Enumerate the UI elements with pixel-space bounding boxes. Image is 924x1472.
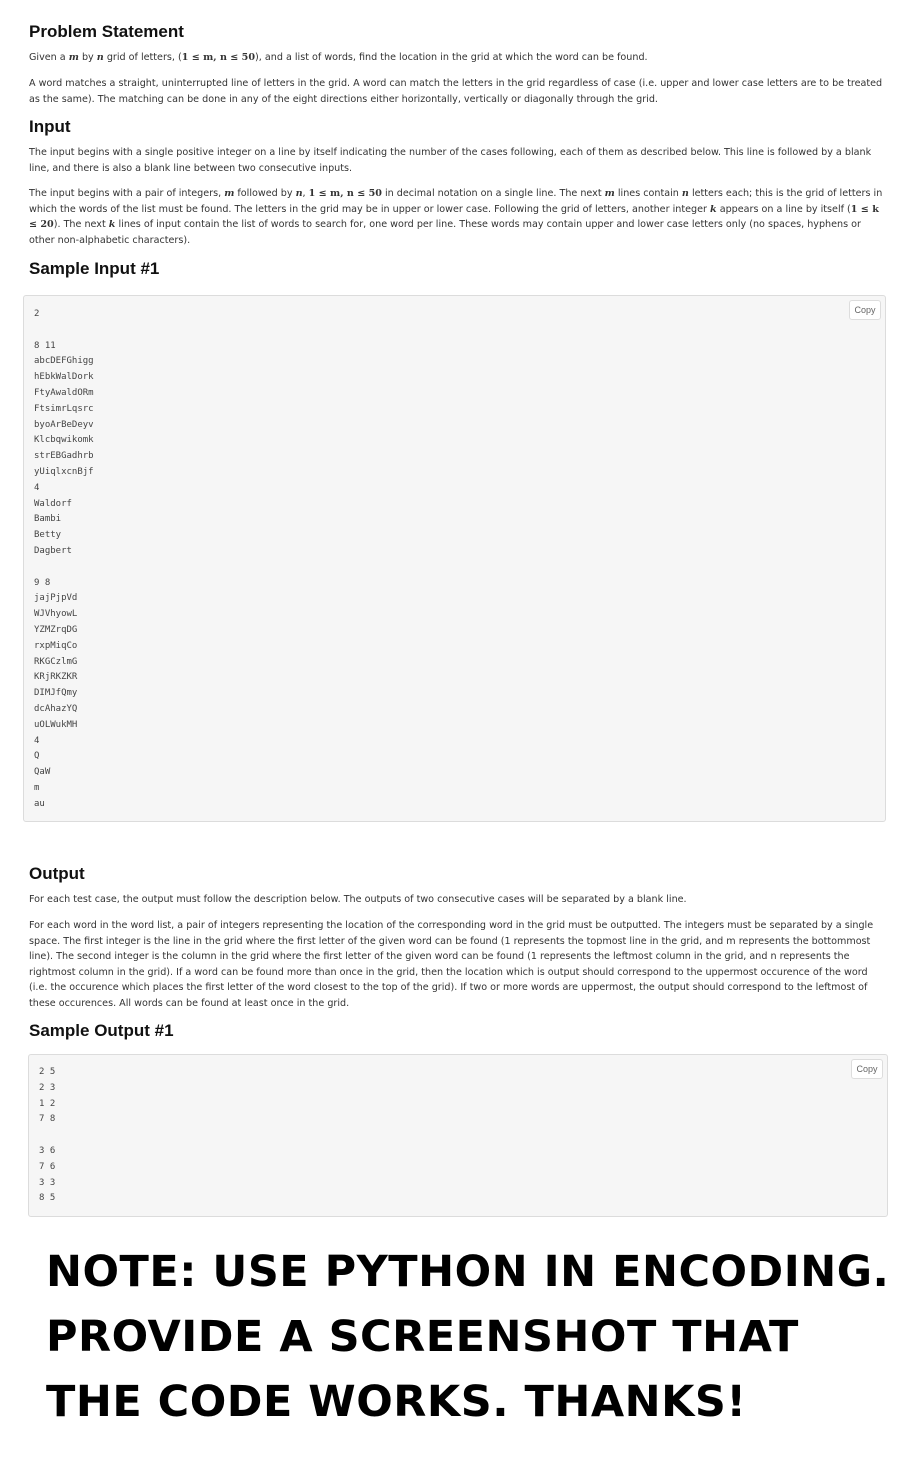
input-paragraph-2: The input begins with a pair of integers, m followed by n, 1 ≤ m, n ≤ 50 in decimal notation on a single line. The next m lines contain n letters each; this is the grid of letters in which the words of the list must be found. The letters in the grid may be in upper or lower case. Following the grid of letters, another integer k appears on a line by itself (1 ≤ k ≤ 20). The next k lines of input contain the list of words to search for, one word per line. These words may contain upper and lower case letters only (no spaces, hyphens or other non-alphabetic characters). (29, 188, 883, 246)
sample-input-text: 2 8 11 abcDEFGhigg hEbkWalDork FtyAwaldORm FtsimrLqsrc byoArBeDeyv Klcbqwikomk strEBGadhrb yUiqlxcnBjf 4 Waldorf Bambi Betty Dagbert 9 8 jajPjpVd WJVhyowL YZMZrqDG rxpMiqCo RKGCzlmG KRjRKZKR DIMJfQmy dcAhazYQ uOLWukMH 4 Q QaW m au (34, 309, 94, 809)
problem-statement-heading: Problem Statement (29, 22, 184, 41)
sample-output-code-block (28, 1054, 888, 1217)
input-heading: Input (29, 117, 71, 136)
problem-paragraph-1: Given a m by n grid of letters, (1 ≤ m, n ≤ 50), and a list of words, find the location in the grid at which the word can be found. (29, 52, 648, 63)
input-paragraph-1: The input begins with a single positive integer on a line by itself indicating the number of the cases following, each of them as described below. This line is followed by a blank line, and there is also a blank line between two consecutive inputs. (29, 147, 872, 174)
sample-input-code-block (23, 295, 886, 822)
sample-output-copy-button[interactable]: Copy (851, 1059, 883, 1079)
problem-paragraph-2: A word matches a straight, uninterrupted line of letters in the grid. A word can match the letters in the grid regardless of case (i.e. upper and lower case letters are to be treated as the same). The matching can be done in any of the eight directions either horizontally, vertically or diagonally through the grid. (29, 78, 883, 105)
note-text: NOTE: USE PYTHON IN ENCODING. PROVIDE A SCREENSHOT THAT THE CODE WORKS. THANKS! (46, 1247, 890, 1427)
sample-input-heading: Sample Input #1 (29, 259, 160, 278)
sample-output-heading: Sample Output #1 (29, 1021, 174, 1040)
output-paragraph-1: For each test case, the output must follow the description below. The outputs of two consecutive cases will be separated by a blank line. (29, 894, 687, 905)
output-paragraph-2: For each word in the word list, a pair of integers representing the location of the corresponding word in the grid must be outputted. The integers must be separated by a single space. The first integer is the line in the grid where the first letter of the given word can be found (1 represents the topmost line in the grid, and m represents the bottommost line). The second integer is the column in the grid where the first letter of the given word can be found (1 represents the leftmost column in the grid, and n represents the rightmost column in the grid). If a word can be found more than once in the grid, then the location which is output should correspond to the uppermost occurence of the word (i.e. the occurence which places the first letter of the word closest to the top of the grid). If two or more words are uppermost, the output should correspond to the leftmost of these occurences. All words can be found at least once in the grid. (29, 920, 874, 1009)
sample-output-text: 2 5 2 3 1 2 7 8 3 6 7 6 3 3 8 5 (39, 1067, 56, 1204)
sample-input-copy-button[interactable]: Copy (849, 300, 881, 320)
output-heading: Output (29, 864, 85, 883)
